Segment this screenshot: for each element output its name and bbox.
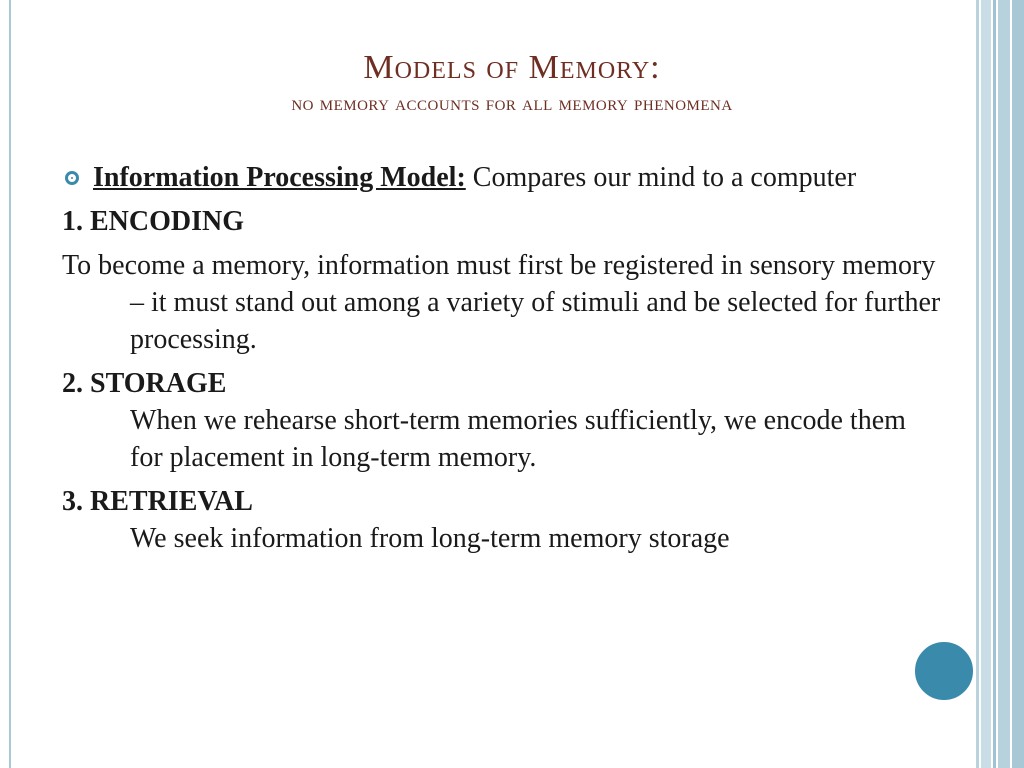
stripe [998,0,1010,768]
storage-section [62,365,942,476]
bullet-label: Information Processing Model: [93,162,466,193]
bullet-circle-icon [65,171,79,185]
stripe [993,0,996,768]
retrieval-body: We seek information from long-term memory storage [130,523,730,554]
storage-body: When we rehearse short-term memories sufficiently, we encode them for placement in long-term memory. [130,405,906,473]
retrieval-section [62,483,942,557]
bullet-text: Compares our mind to a computer [472,162,857,193]
left-border-line [9,0,11,768]
title-subtitle: no memory accounts for all memory phenomena [291,91,733,115]
storage-heading: 2. STORAGE [62,368,227,399]
slide-title [60,46,964,116]
title-main: Models of Memory: [363,49,661,86]
retrieval-heading: 3. RETRIEVAL [62,486,253,517]
slide-body [62,159,942,564]
decorative-circle [913,640,975,702]
stripe [981,0,991,768]
encoding-heading: 1. ENCODING [62,206,245,237]
stripe [1012,0,1024,768]
right-decorative-stripes [976,0,1024,768]
stripe [976,0,979,768]
encoding-body: To become a memory, information must first be registered in sensory memory – it must stand out among a variety of stimuli and be selected for further processing. [62,250,941,355]
bullet-item [62,159,942,196]
